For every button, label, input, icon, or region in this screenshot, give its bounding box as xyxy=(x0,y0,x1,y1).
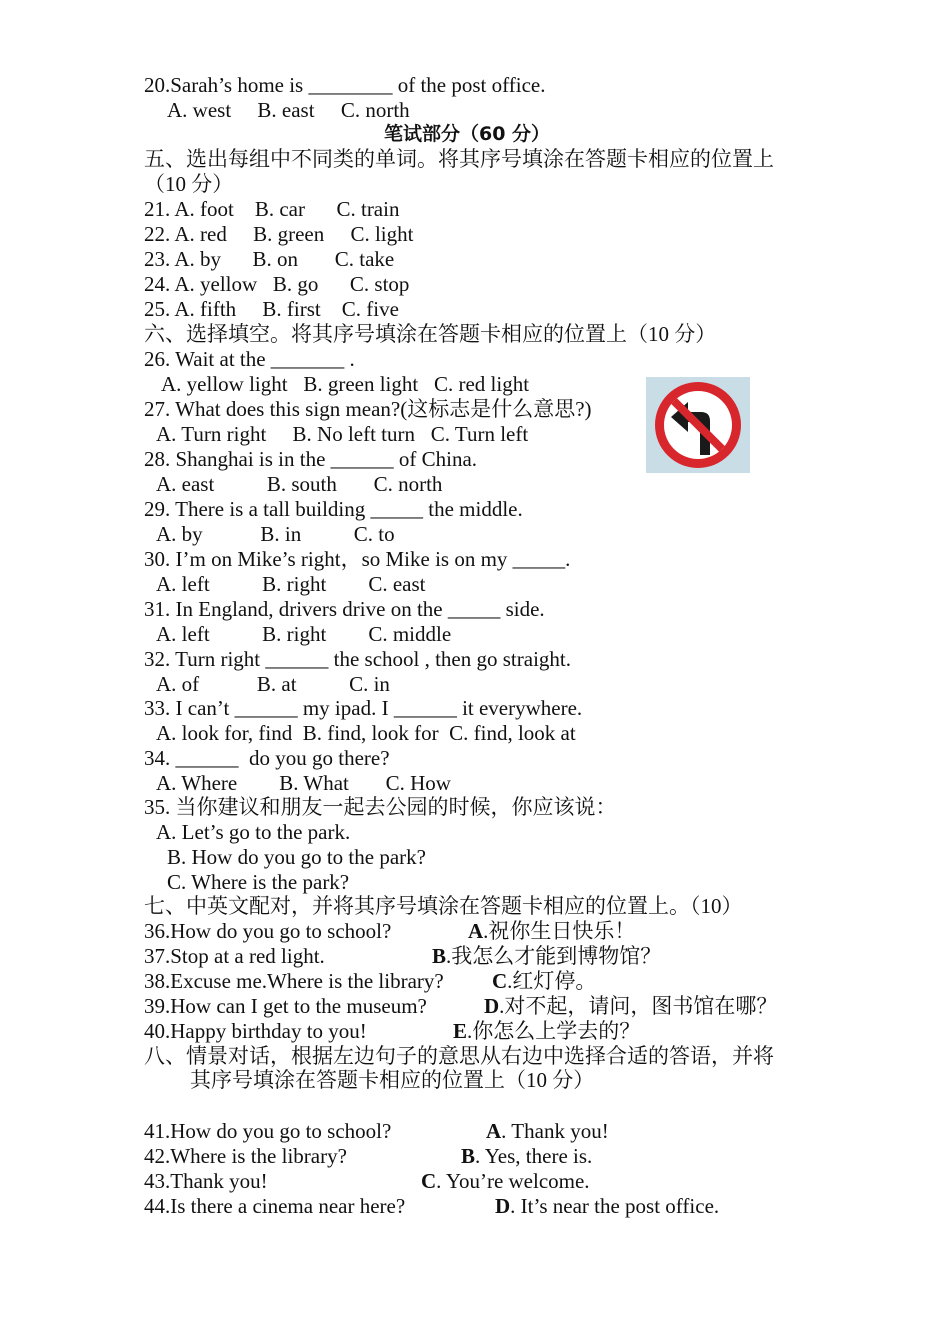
section-6-heading: 六、选择填空。将其序号填涂在答题卡相应的位置上（10 分） xyxy=(144,322,717,346)
question-22: 22. A. red B. green C. light xyxy=(144,222,414,246)
dialog-right-c: C. You’re welcome. xyxy=(421,1169,590,1193)
question-23: 23. A. by B. on C. take xyxy=(144,247,395,271)
question-33: 33. I can’t ______ my ipad. I ______ it everywhere. xyxy=(144,696,583,720)
question-26-options: A. yellow light B. green light C. red light xyxy=(161,372,530,396)
question-31: 31. In England, drivers drive on the _____ side. xyxy=(144,597,545,621)
match-left-40: 40.Happy birthday to you! xyxy=(144,1019,367,1043)
dialog-left-43: 43.Thank you! xyxy=(144,1169,268,1193)
question-30: 30. I’m on Mike’s right，so Mike is on my _____. xyxy=(144,547,571,571)
match-right-b: B.我怎么才能到博物馆？ xyxy=(432,944,662,968)
question-29-options: A. by B. in C. to xyxy=(156,522,395,546)
dialog-left-42: 42.Where is the library? xyxy=(144,1144,347,1168)
dialog-right-b: B. Yes, there is. xyxy=(461,1144,593,1168)
match-left-38: 38.Excuse me.Where is the library? xyxy=(144,969,444,993)
question-26: 26. Wait at the _______ . xyxy=(144,347,355,371)
question-31-options: A. left B. right C. middle xyxy=(156,622,452,646)
dialog-left-44: 44.Is there a cinema near here? xyxy=(144,1194,406,1218)
question-35-option-a: A. Let’s go to the park. xyxy=(156,820,351,844)
question-34: 34. ______ do you go there? xyxy=(144,746,390,770)
question-27-options: A. Turn right B. No left turn C. Turn left xyxy=(156,422,529,446)
question-30-options: A. left B. right C. east xyxy=(156,572,426,596)
question-32: 32. Turn right ______ the school , then go straight. xyxy=(144,647,571,671)
match-right-a: A.祝你生日快乐！ xyxy=(468,919,636,943)
question-29: 29. There is a tall building _____ the middle. xyxy=(144,497,523,521)
match-left-37: 37.Stop at a red light. xyxy=(144,944,325,968)
match-right-d: D.对不起，请问，图书馆在哪？ xyxy=(484,994,778,1018)
no-left-turn-sign-icon xyxy=(646,377,750,473)
section-5-score: （10 分） xyxy=(144,172,234,196)
section-8-heading: 八、情景对话，根据左边句子的意思从右边中选择合适的答语，并将 xyxy=(144,1044,774,1068)
question-27: 27. What does this sign mean?(这标志是什么意思?) xyxy=(144,397,592,421)
match-right-e: E.你怎么上学去的？ xyxy=(453,1019,641,1043)
question-28-options: A. east B. south C. north xyxy=(156,472,443,496)
section-7-heading: 七、中英文配对，并将其序号填涂在答题卡相应的位置上。（10） xyxy=(144,894,743,918)
question-20: 20.Sarah’s home is ________ of the post office. xyxy=(144,73,546,97)
dialog-left-41: 41.How do you go to school? xyxy=(144,1119,392,1143)
question-35-option-c: C. Where is the park? xyxy=(167,870,350,894)
match-left-36: 36.How do you go to school? xyxy=(144,919,392,943)
question-32-options: A. of B. at C. in xyxy=(156,672,390,696)
section-8-heading-cont: 其序号填涂在答题卡相应的位置上（10 分） xyxy=(190,1068,595,1092)
question-24: 24. A. yellow B. go C. stop xyxy=(144,272,410,296)
question-25: 25. A. fifth B. first C. five xyxy=(144,297,399,321)
question-28: 28. Shanghai is in the ______ of China. xyxy=(144,447,478,471)
question-21: 21. A. foot B. car C. train xyxy=(144,197,400,221)
question-35: 35. 当你建议和朋友一起去公园的时候，你应该说： xyxy=(144,795,617,819)
match-right-c: C.红灯停。 xyxy=(492,969,597,993)
question-20-options: A. west B. east C. north xyxy=(167,98,410,122)
dialog-right-d: D. It’s near the post office. xyxy=(495,1194,720,1218)
question-33-options: A. look for, find B. find, look for C. find, look at xyxy=(156,721,576,745)
dialog-right-a: A. Thank you! xyxy=(486,1119,609,1143)
section-5-heading: 五、选出每组中不同类的单词。将其序号填涂在答题卡相应的位置上 xyxy=(144,147,774,171)
question-34-options: A. Where B. What C. How xyxy=(156,771,451,795)
section-title-written: 笔试部分（60 分） xyxy=(384,123,551,145)
question-35-option-b: B. How do you go to the park? xyxy=(167,845,426,869)
match-left-39: 39.How can I get to the museum? xyxy=(144,994,427,1018)
